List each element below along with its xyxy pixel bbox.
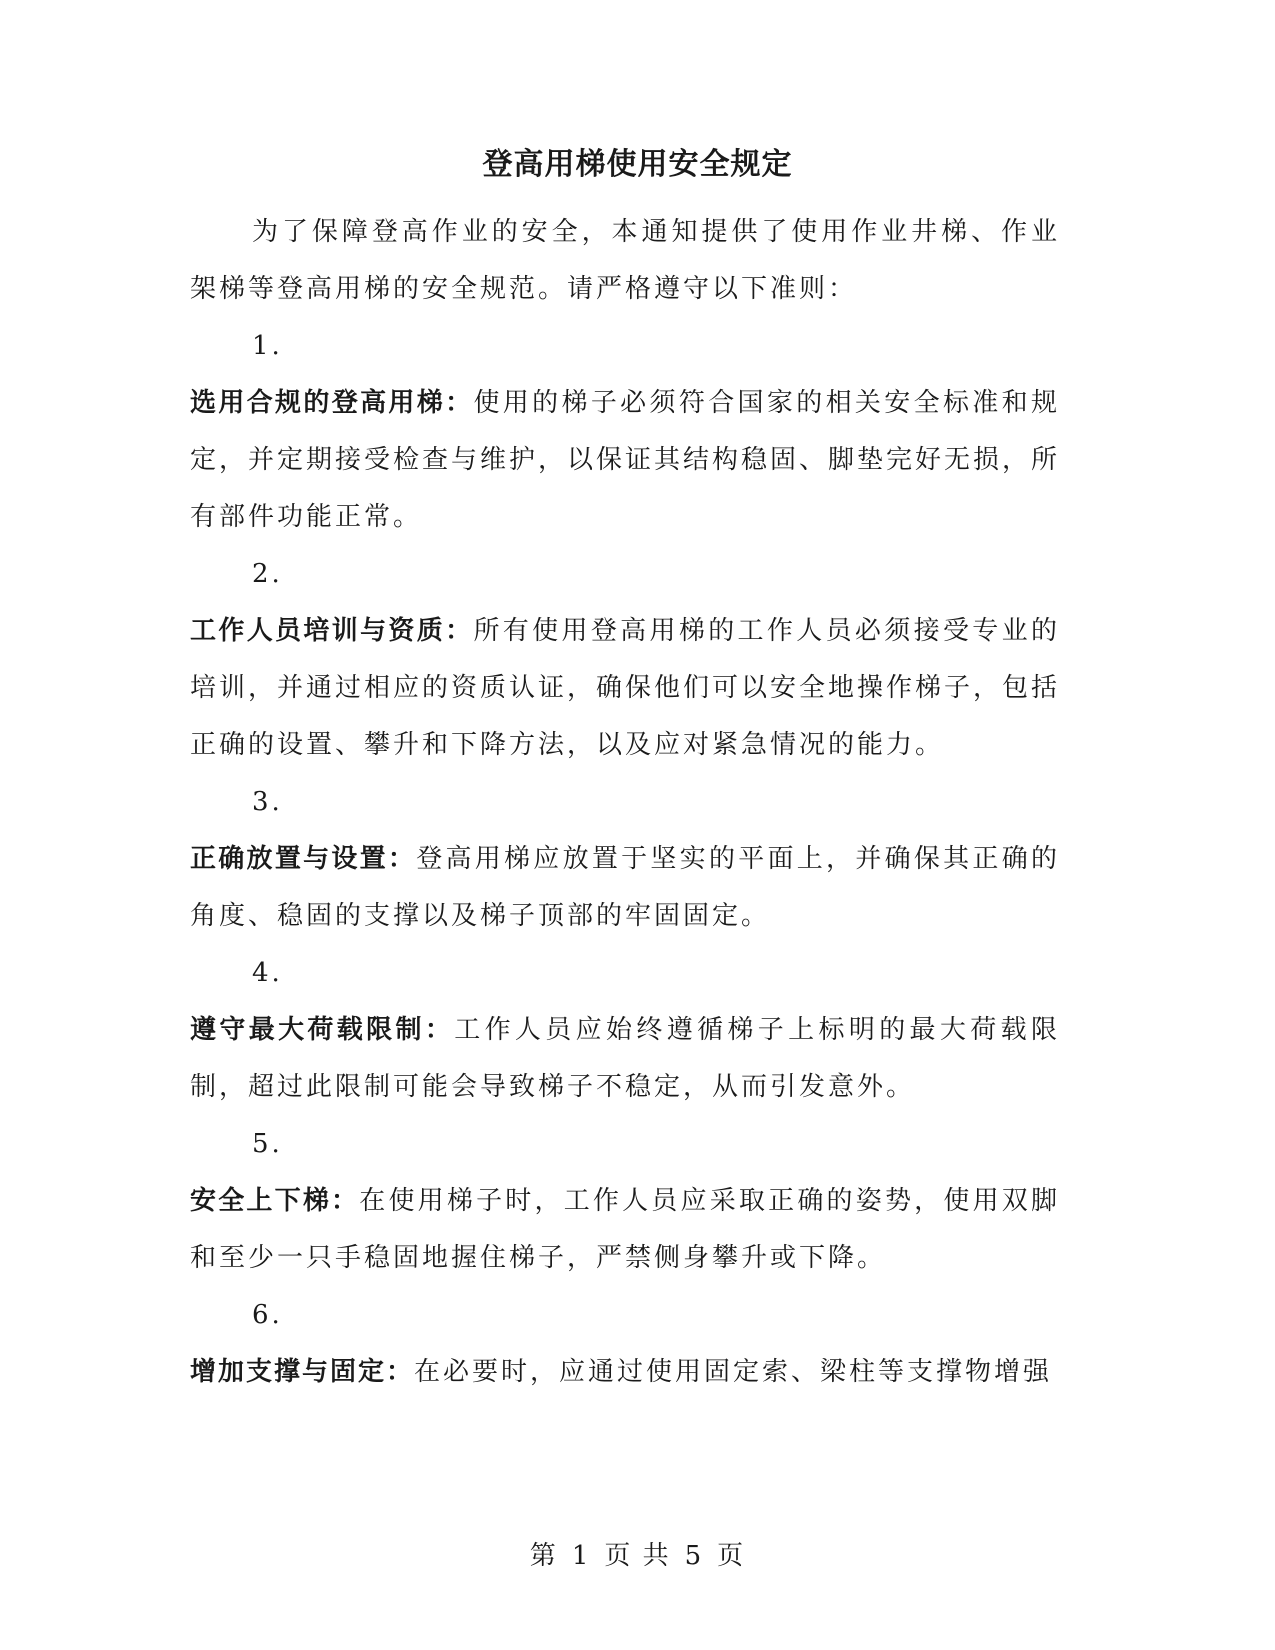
document-body xyxy=(190,204,1060,1401)
page-label-suffix: 页 xyxy=(717,1541,746,1571)
rule-text: 所有使用登高用梯的工作人员必须接受专业的培训，并通过相应的资质认证，确保他们可以安全地操作梯子，包括正确的设置、攀升和下降方法，以及应对紧急情况的能力。 xyxy=(190,616,1061,760)
rule-paragraph xyxy=(190,1344,1060,1401)
rule-item-6 xyxy=(190,1287,1060,1401)
rule-text: 在必要时，应通过使用固定索、梁柱等支撑物增强 xyxy=(414,1357,1053,1387)
rule-text: 在使用梯子时，工作人员应采取正确的姿势，使用双脚和至少一只手稳固地握住梯子，严禁侧身攀升或下降。 xyxy=(190,1186,1060,1273)
rule-heading: 工作人员培训与资质： xyxy=(190,616,474,646)
rule-item-1 xyxy=(190,318,1060,546)
current-page-number: 1 xyxy=(571,1541,591,1571)
rule-paragraph xyxy=(190,1173,1060,1287)
rule-text: 登高用梯应放置于坚实的平面上，并确保其正确的角度、稳固的支撑以及梯子顶部的牢固固定。 xyxy=(190,844,1060,931)
rule-number: 5. xyxy=(252,1129,283,1159)
rule-number: 4. xyxy=(252,958,283,988)
rule-text: 工作人员应始终遵循梯子上标明的最大荷载限制，超过此限制可能会导致梯子不稳定，从而引发意外。 xyxy=(190,1015,1060,1102)
rule-text: 使用的梯子必须符合国家的相关安全标准和规定，并定期接受检查与维护，以保证其结构稳固、脚垫完好无损，所有部件功能正常。 xyxy=(190,388,1061,532)
rule-paragraph xyxy=(190,375,1060,546)
rule-heading: 正确放置与设置： xyxy=(190,844,417,874)
rule-item-5 xyxy=(190,1116,1060,1287)
rule-paragraph xyxy=(190,1002,1060,1116)
rule-number: 1. xyxy=(252,331,283,361)
rule-item-4 xyxy=(190,945,1060,1116)
page-label-middle: 页 共 xyxy=(604,1541,671,1571)
rule-item-3 xyxy=(190,774,1060,945)
intro-paragraph: 为了保障登高作业的安全，本通知提供了使用作业井梯、作业架梯等登高用梯的安全规范。请严格遵守以下准则： xyxy=(190,217,1060,304)
total-page-count: 5 xyxy=(684,1541,704,1571)
rule-heading: 选用合规的登高用梯： xyxy=(190,388,474,418)
rule-paragraph xyxy=(190,831,1060,945)
rule-number: 6. xyxy=(252,1300,283,1330)
rule-heading: 增加支撑与固定： xyxy=(190,1357,415,1387)
page-label-prefix: 第 xyxy=(529,1541,558,1571)
rule-item-2 xyxy=(190,546,1060,774)
rule-paragraph xyxy=(190,603,1060,774)
rule-number: 3. xyxy=(252,787,283,817)
page-title: 登高用梯使用安全规定 xyxy=(482,147,793,182)
rule-number: 2. xyxy=(252,559,283,589)
rule-heading: 遵守最大荷载限制： xyxy=(190,1015,455,1045)
page-footer xyxy=(0,1538,1275,1574)
rule-heading: 安全上下梯： xyxy=(190,1186,360,1216)
